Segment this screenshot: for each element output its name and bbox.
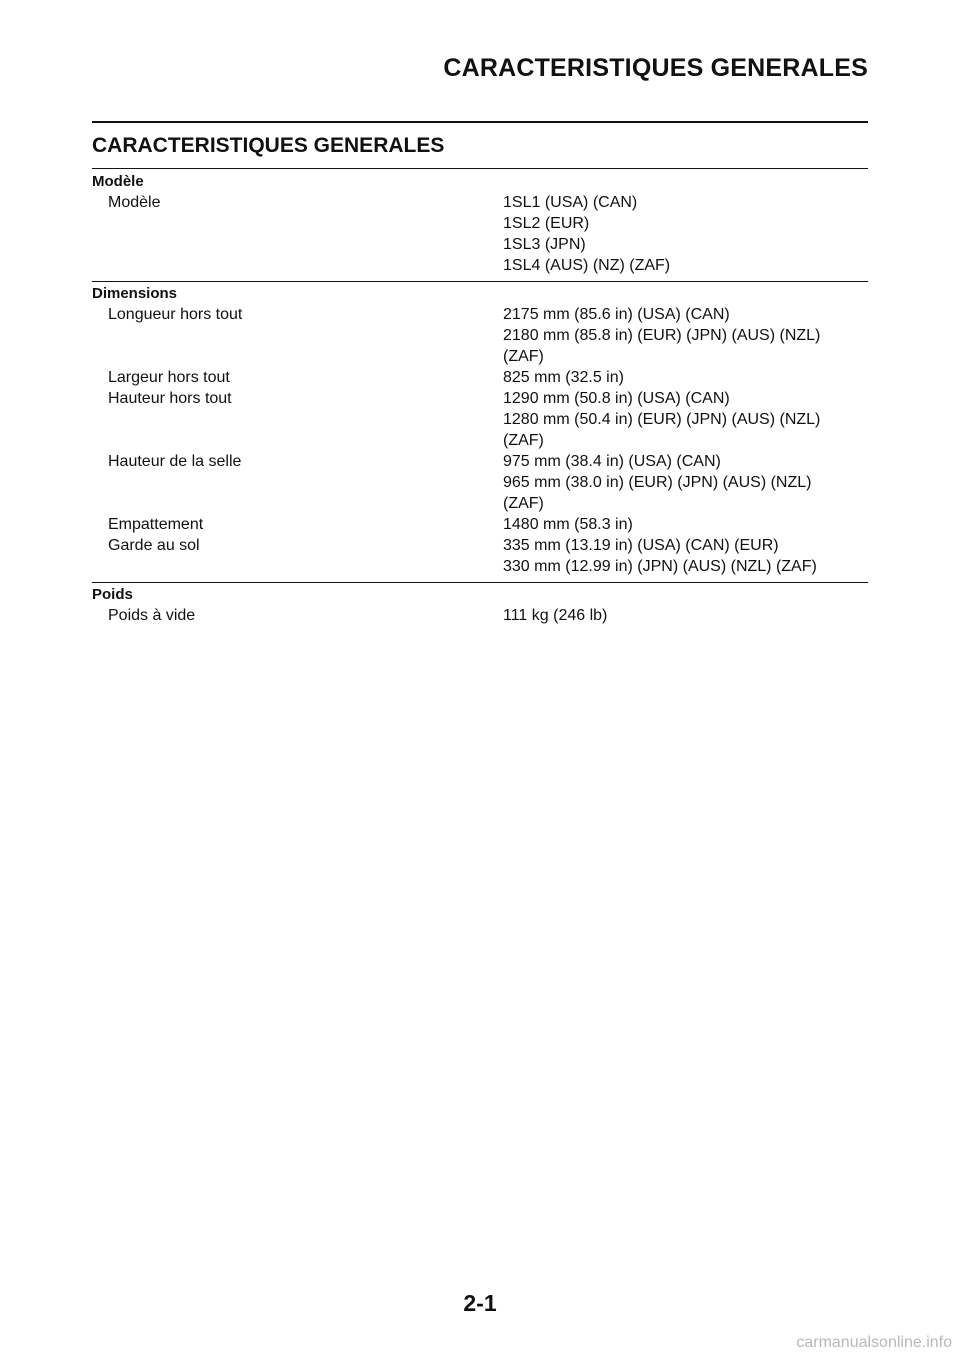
section-title: CARACTERISTIQUES GENERALES (92, 134, 445, 157)
spec-value-line: 1280 mm (50.4 in) (EUR) (JPN) (AUS) (NZL) (503, 411, 821, 428)
page-header-title: CARACTERISTIQUES GENERALES (443, 54, 868, 82)
spec-values (503, 514, 868, 535)
spec-label: Longueur hors tout (108, 306, 243, 323)
spec-value-line: 975 mm (38.4 in) (USA) (CAN) (503, 453, 721, 470)
spec-row (92, 514, 868, 535)
spec-label: Modèle (108, 194, 161, 211)
spec-value-line: 111 kg (246 lb) (503, 607, 608, 624)
spec-value-line: 825 mm (32.5 in) (503, 369, 624, 386)
spec-label: Poids à vide (108, 607, 196, 624)
spec-group-title: Modèle (92, 173, 144, 190)
spec-value-line: 1290 mm (50.8 in) (USA) (CAN) (503, 390, 730, 407)
spec-group (92, 170, 868, 276)
spec-value-line: (ZAF) (503, 348, 544, 365)
spec-row (92, 535, 868, 577)
spec-group-title: Dimensions (92, 285, 178, 302)
spec-value-line: 2180 mm (85.8 in) (EUR) (JPN) (AUS) (NZL) (503, 327, 821, 344)
spec-label: Hauteur hors tout (108, 390, 232, 407)
spec-row (92, 304, 868, 367)
spec-values (503, 367, 868, 388)
spec-values (503, 605, 868, 626)
spec-label: Garde au sol (108, 537, 200, 554)
spec-value-line: 2175 mm (85.6 in) (USA) (CAN) (503, 306, 730, 323)
spec-value-line: 1480 mm (58.3 in) (503, 516, 633, 533)
spec-value-line: 330 mm (12.99 in) (JPN) (AUS) (NZL) (ZAF) (503, 558, 817, 575)
section-divider (92, 168, 868, 169)
spec-row (92, 605, 868, 626)
spec-value-line: 1SL1 (USA) (CAN) (503, 194, 638, 211)
spec-value-line: 1SL3 (JPN) (503, 236, 586, 253)
spec-label: Largeur hors tout (108, 369, 230, 386)
page-number: 2-1 (463, 1290, 497, 1316)
spec-label: Empattement (108, 516, 204, 533)
spec-values (503, 304, 868, 367)
spec-values (503, 192, 868, 276)
spec-value-line: 335 mm (13.19 in) (USA) (CAN) (EUR) (503, 537, 779, 554)
spec-group (92, 582, 868, 626)
spec-row (92, 388, 868, 451)
spec-table (92, 170, 868, 626)
spec-values (503, 451, 868, 514)
spec-group-title: Poids (92, 586, 133, 603)
spec-row (92, 192, 868, 276)
spec-group (92, 281, 868, 577)
spec-label: Hauteur de la selle (108, 453, 242, 470)
spec-values (503, 388, 868, 451)
spec-values (503, 535, 868, 577)
spec-row (92, 367, 868, 388)
spec-value-line: 1SL4 (AUS) (NZ) (ZAF) (503, 257, 671, 274)
spec-value-line: (ZAF) (503, 432, 544, 449)
spec-row (92, 451, 868, 514)
watermark: carmanualsonline.info (796, 1334, 952, 1351)
header-divider (92, 121, 868, 123)
spec-value-line: 965 mm (38.0 in) (EUR) (JPN) (AUS) (NZL) (503, 474, 812, 491)
spec-value-line: 1SL2 (EUR) (503, 215, 590, 232)
spec-value-line: (ZAF) (503, 495, 544, 512)
